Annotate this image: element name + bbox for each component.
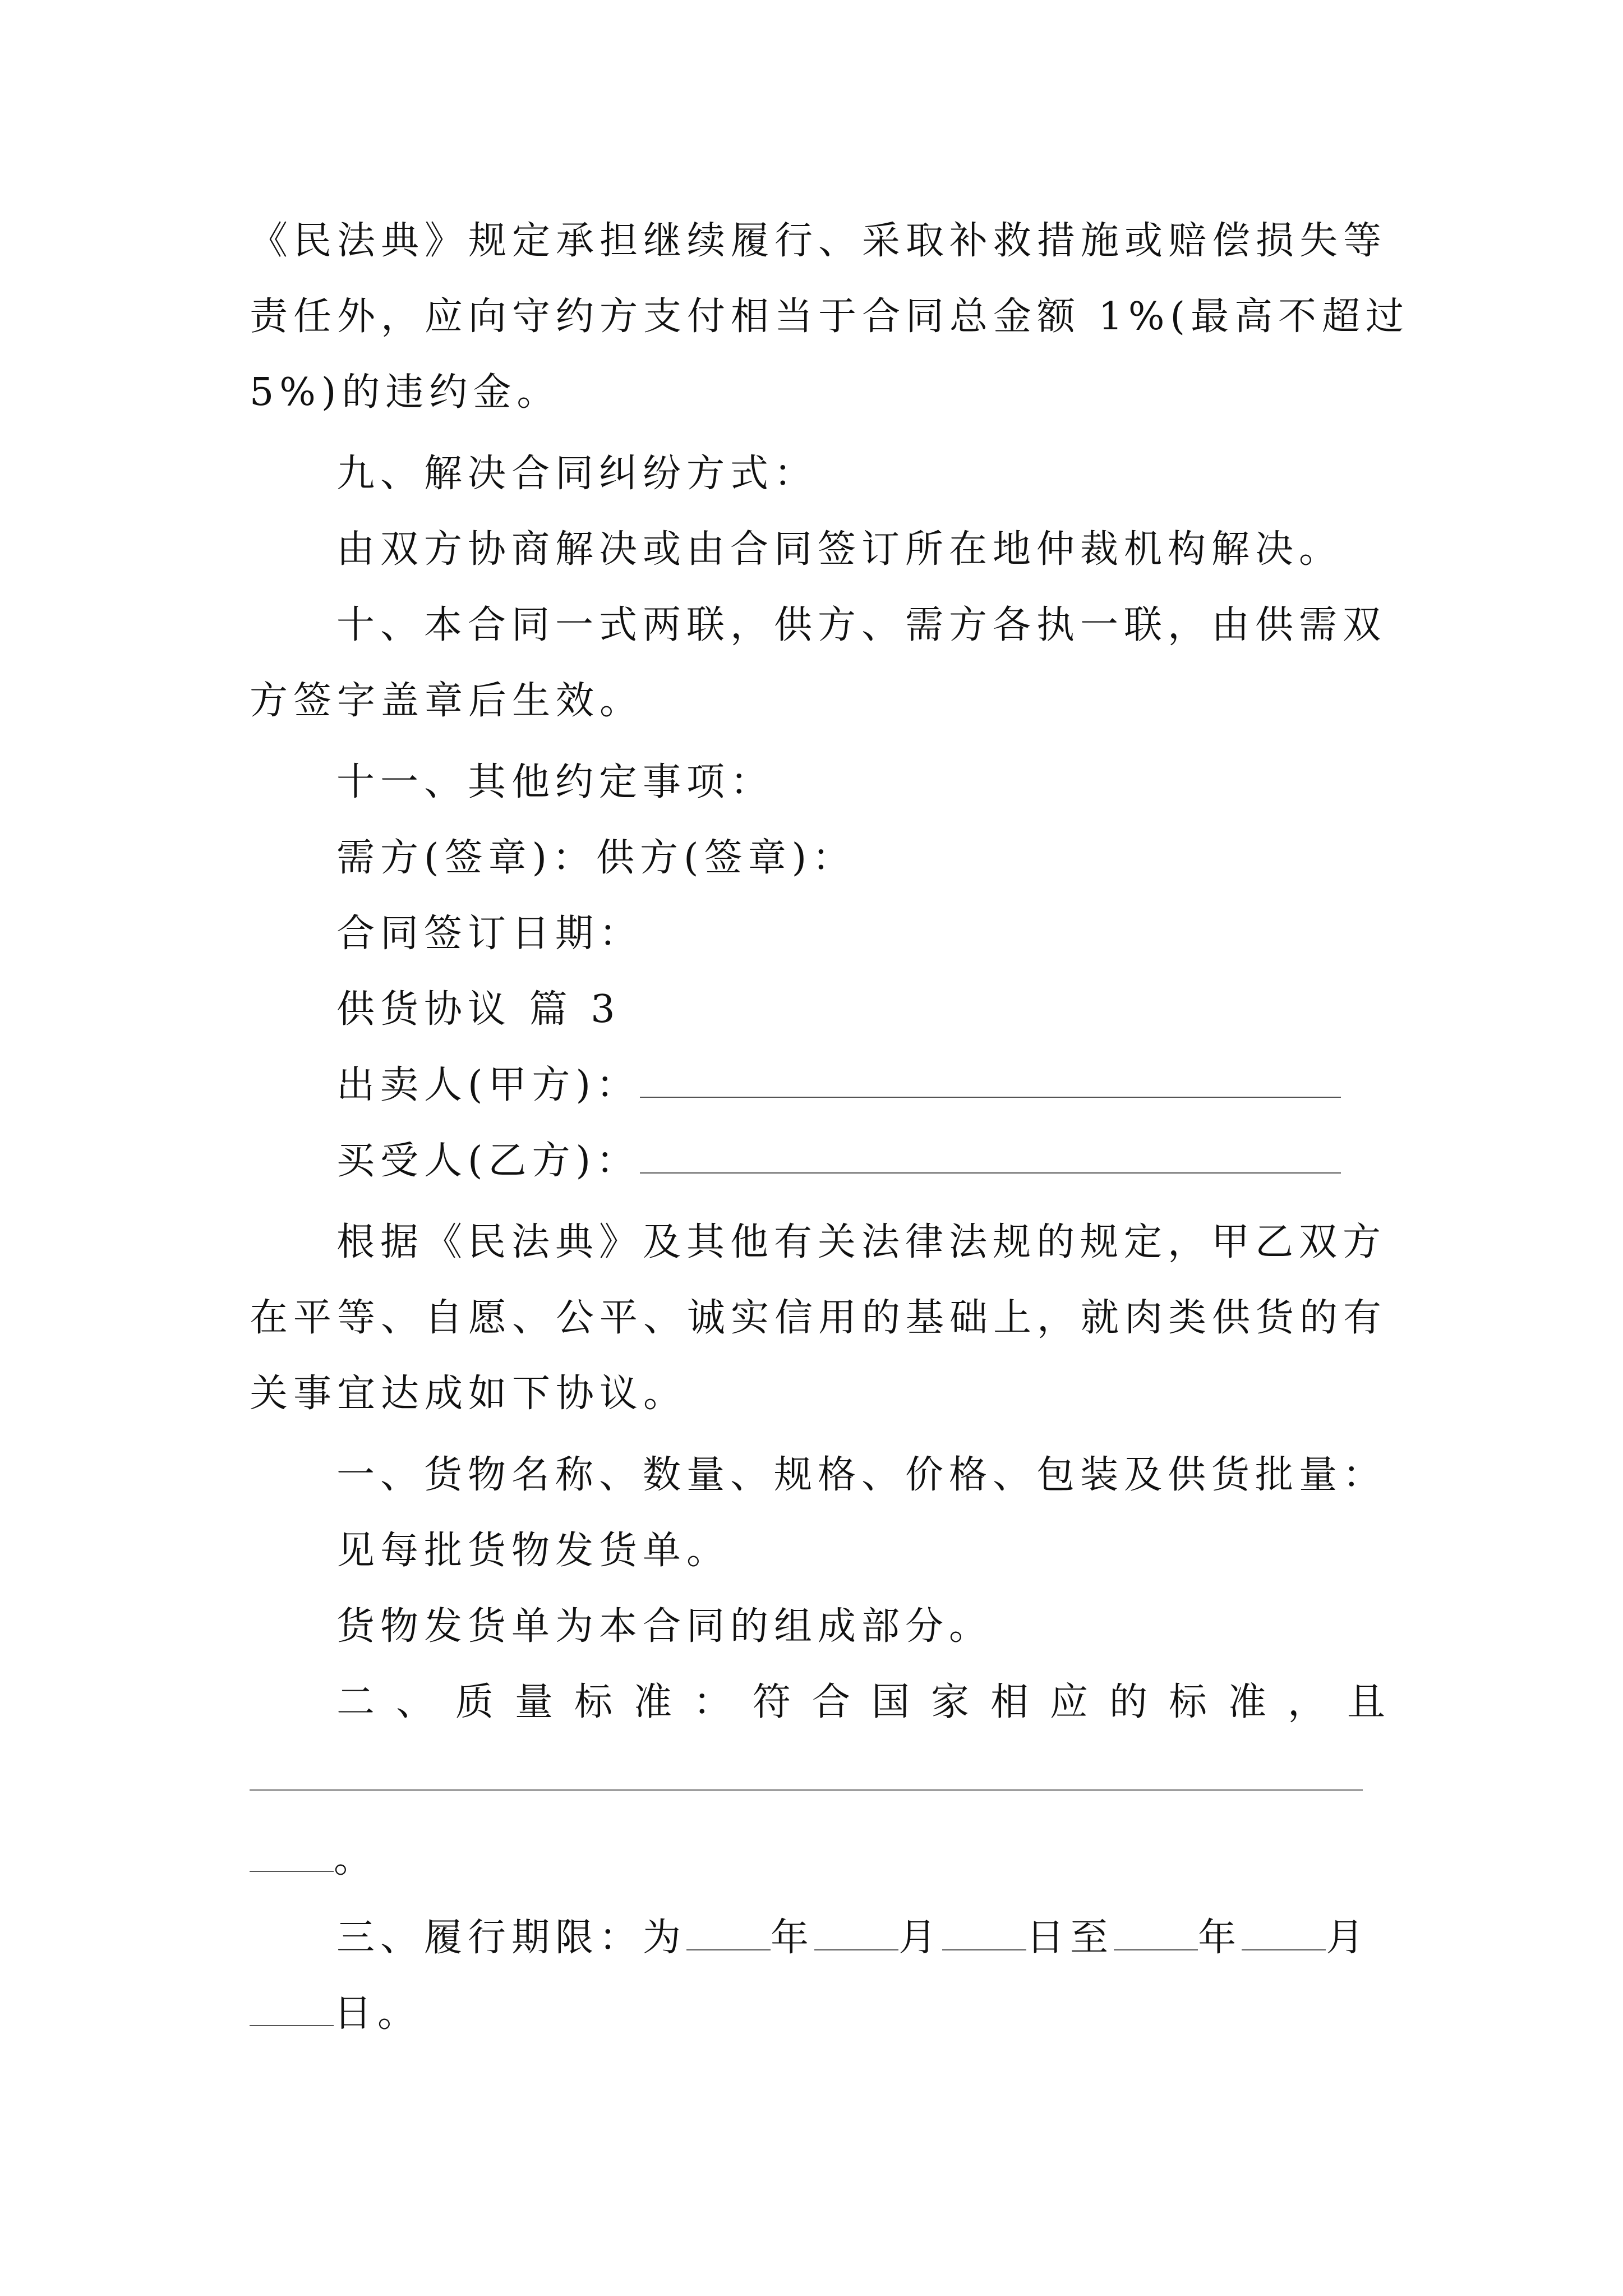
section-heading: 一、货物名称、数量、规格、价格、包装及供货批量： bbox=[336, 1453, 1387, 1497]
paragraph-line: 见每批货物发货单。 bbox=[336, 1529, 731, 1573]
paragraph-line: 方签字盖章后生效。 bbox=[250, 679, 644, 723]
end-year-blank bbox=[1114, 1916, 1198, 1950]
end-month-label: 月 bbox=[1326, 1916, 1370, 1960]
end-day-blank bbox=[250, 1991, 334, 2026]
end-year-label: 年 bbox=[1198, 1916, 1242, 1960]
month-label: 月 bbox=[898, 1916, 943, 1960]
performance-period-end bbox=[250, 1989, 421, 2039]
period-mark: 。 bbox=[334, 1837, 378, 1881]
end-day-label: 日。 bbox=[334, 1991, 422, 2036]
performance-period-line bbox=[336, 1913, 1370, 1963]
paragraph-line: 5%)的违约金。 bbox=[250, 370, 561, 415]
section-heading: 九、解决合同纠纷方式： bbox=[336, 452, 818, 496]
seller-field bbox=[336, 1060, 1341, 1111]
paragraph-line: 在平等、自愿、公平、诚实信用的基础上，就肉类供货的有 bbox=[250, 1296, 1387, 1340]
seller-label: 出卖人(甲方)： bbox=[336, 1063, 640, 1107]
end-month-blank bbox=[1242, 1916, 1326, 1950]
day-blank bbox=[942, 1916, 1026, 1950]
buyer-blank bbox=[640, 1139, 1341, 1174]
date-line: 合同签订日期： bbox=[336, 912, 643, 956]
document-title: 供货协议 篇 3 bbox=[336, 987, 621, 1032]
quality-standard-end bbox=[250, 1834, 377, 1885]
year-blank bbox=[686, 1916, 771, 1950]
day-to-label: 日至 bbox=[1026, 1916, 1114, 1960]
period-label: 三、履行期限：为 bbox=[336, 1916, 687, 1960]
paragraph-line: 十、本合同一式两联，供方、需方各执一联，由供需双 bbox=[336, 603, 1387, 647]
paragraph-line: 由双方协商解决或由合同签订所在地仲裁机构解决。 bbox=[336, 527, 1343, 572]
paragraph-line: 货物发货单为本合同的组成部分。 bbox=[336, 1604, 993, 1649]
paragraph-line: 《民法典》规定承担继续履行、采取补救措施或赔偿损失等 bbox=[250, 219, 1387, 263]
year-label: 年 bbox=[771, 1916, 815, 1960]
buyer-field bbox=[336, 1136, 1341, 1186]
buyer-label: 买受人(乙方)： bbox=[336, 1139, 640, 1183]
paragraph-line: 根据《民法典》及其他有关法律法规的规定，甲乙双方 bbox=[336, 1220, 1387, 1264]
short-blank bbox=[250, 1837, 334, 1872]
section-heading: 十一、其他约定事项： bbox=[336, 760, 774, 804]
paragraph-line: 关事宜达成如下协议。 bbox=[250, 1372, 688, 1416]
seller-blank bbox=[640, 1063, 1341, 1098]
quality-standard-blank bbox=[250, 1789, 1363, 1791]
paragraph-line: 责任外，应向守约方支付相当于合同总金额 1%(最高不超过 bbox=[250, 295, 1410, 339]
month-blank bbox=[814, 1916, 898, 1950]
quality-standard-line: 二、质量标准：符合国家相应的标准，且 bbox=[336, 1680, 1407, 1724]
signature-line: 需方(签章)：供方(签章)： bbox=[336, 836, 856, 880]
